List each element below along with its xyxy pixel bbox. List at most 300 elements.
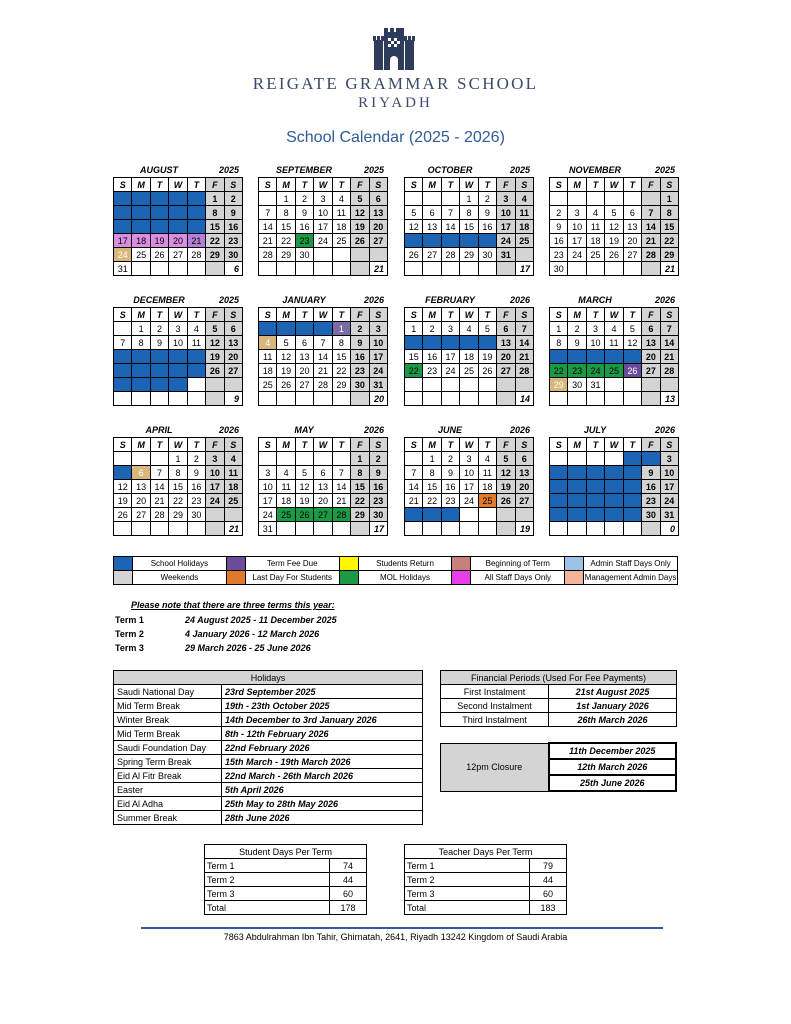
calendar-day: 11	[605, 336, 623, 350]
calendar-day: 16	[423, 350, 441, 364]
calendar-day: 6	[224, 322, 242, 336]
calendar-day	[224, 378, 242, 392]
calendar-day: 15	[405, 350, 423, 364]
month-day-count: 21	[369, 262, 387, 276]
weekday-header: S	[515, 308, 533, 322]
calendar-day	[605, 378, 623, 392]
calendar-day	[206, 508, 224, 522]
weekday-header: T	[478, 438, 496, 452]
calendar-day	[314, 262, 332, 276]
calendar-day: 2	[295, 192, 313, 206]
calendar-day: 10	[314, 206, 332, 220]
calendar-day: 28	[114, 378, 132, 392]
calendar-day: 13	[423, 220, 441, 234]
calendar-day: 18	[460, 350, 478, 364]
calendar-day: 1	[623, 452, 641, 466]
calendar-day: 21	[332, 494, 350, 508]
calendar-day: 3	[259, 466, 277, 480]
month-grid	[113, 307, 243, 406]
calendar-day	[623, 262, 641, 276]
calendar-day: 11	[259, 350, 277, 364]
calendar-day: 8	[550, 336, 568, 350]
month-february	[404, 294, 534, 406]
calendar-day	[187, 378, 205, 392]
school-crest-logo	[372, 28, 416, 70]
calendar-day: 21	[642, 234, 660, 248]
calendar-day: 8	[132, 336, 150, 350]
footer-divider	[141, 927, 663, 929]
calendar-day: 4	[224, 452, 242, 466]
calendar-day	[460, 508, 478, 522]
calendar-day: 31	[497, 248, 515, 262]
month-header	[258, 164, 388, 177]
calendar-day: 28	[660, 364, 678, 378]
calendar-day: 17	[369, 350, 387, 364]
calendar-day	[132, 262, 150, 276]
calendar-day: 24	[441, 364, 459, 378]
holiday-name: Mid Term Break	[114, 699, 222, 713]
closure-date: 25th June 2026	[549, 775, 677, 791]
calendar-day: 6	[169, 206, 187, 220]
days-value: 60	[530, 887, 567, 901]
weekday-header: T	[187, 178, 205, 192]
weekday-header: W	[169, 438, 187, 452]
calendar-day: 31	[259, 522, 277, 536]
calendar-day: 10	[114, 220, 132, 234]
calendar-day: 18	[132, 234, 150, 248]
calendar-day	[497, 262, 515, 276]
calendar-day: 2	[550, 206, 568, 220]
weekday-header: S	[114, 178, 132, 192]
calendar-day: 2	[369, 452, 387, 466]
calendar-day: 22	[623, 494, 641, 508]
calendar-day: 29	[423, 508, 441, 522]
terms-note: Please note that there are three terms this year:	[131, 600, 335, 610]
weekday-header: T	[441, 308, 459, 322]
calendar-day: 9	[550, 220, 568, 234]
calendar-day: 7	[660, 322, 678, 336]
holiday-date: 23rd September 2025	[222, 685, 423, 699]
calendar-day: 29	[623, 508, 641, 522]
calendar-day: 25	[550, 508, 568, 522]
term-dates: 4 January 2026 - 12 March 2026	[185, 629, 320, 639]
calendar-day	[405, 522, 423, 536]
calendar-day: 30	[568, 378, 586, 392]
holidays-table	[113, 670, 423, 825]
calendar-day: 3	[314, 192, 332, 206]
weekday-header: M	[132, 308, 150, 322]
calendar-day: 12	[605, 220, 623, 234]
weekday-header: S	[369, 308, 387, 322]
calendar-day: 28	[187, 248, 205, 262]
calendar-day: 19	[605, 234, 623, 248]
weekday-header: F	[642, 308, 660, 322]
weekday-header: T	[295, 178, 313, 192]
month-grid	[404, 307, 534, 406]
calendar-day	[150, 452, 168, 466]
holiday-name: Eid Al Adha	[114, 797, 222, 811]
calendar-day: 16	[478, 220, 496, 234]
weekday-header: F	[351, 178, 369, 192]
month-grid	[404, 437, 534, 536]
calendar-day: 23	[351, 364, 369, 378]
holiday-date: 15th March - 19th March 2026	[222, 755, 423, 769]
calendar-day: 31	[114, 262, 132, 276]
calendar-day	[478, 522, 496, 536]
legend-swatch	[452, 557, 471, 571]
calendar-day: 15	[460, 220, 478, 234]
calendar-day	[586, 262, 604, 276]
calendar-day: 2	[187, 452, 205, 466]
calendar-day: 2	[351, 322, 369, 336]
calendar-day: 3	[660, 452, 678, 466]
calendar-day	[586, 392, 604, 406]
month-grid	[258, 307, 388, 406]
calendar-day: 9	[224, 206, 242, 220]
calendar-day	[423, 378, 441, 392]
calendar-day: 3	[206, 452, 224, 466]
calendar-day: 8	[660, 206, 678, 220]
calendar-day: 16	[295, 220, 313, 234]
calendar-day: 20	[423, 234, 441, 248]
calendar-day: 27	[169, 248, 187, 262]
calendar-day: 19	[478, 350, 496, 364]
legend-swatch	[339, 571, 358, 585]
weekday-header: F	[351, 438, 369, 452]
weekday-header: T	[295, 308, 313, 322]
weekday-header: W	[460, 308, 478, 322]
instalment-name: First Instalment	[441, 685, 549, 699]
calendar-day: 5	[405, 206, 423, 220]
calendar-day: 17	[314, 220, 332, 234]
calendar-day: 3	[568, 206, 586, 220]
calendar-day: 16	[187, 480, 205, 494]
calendar-day: 26	[114, 508, 132, 522]
weekday-header: T	[187, 438, 205, 452]
legend-label: Term Fee Due	[245, 557, 339, 571]
calendar-day: 2	[441, 452, 459, 466]
calendar-day: 22	[660, 234, 678, 248]
weekday-header: T	[332, 308, 350, 322]
weekday-header: F	[206, 308, 224, 322]
calendar-day: 6	[497, 322, 515, 336]
month-day-count: 17	[369, 522, 387, 536]
calendar-day	[114, 322, 132, 336]
calendar-day: 10	[441, 336, 459, 350]
calendar-day	[478, 508, 496, 522]
term-label: Term 2	[115, 629, 144, 639]
month-name: MAY	[294, 425, 314, 435]
calendar-day: 13	[169, 220, 187, 234]
calendar-day: 15	[206, 220, 224, 234]
month-day-count: 14	[515, 392, 533, 406]
weekday-header: S	[369, 438, 387, 452]
calendar-day: 23	[423, 364, 441, 378]
calendar-day	[568, 522, 586, 536]
calendar-day: 14	[405, 480, 423, 494]
calendar-day: 10	[460, 466, 478, 480]
calendar-day: 2	[478, 192, 496, 206]
calendar-day: 13	[224, 336, 242, 350]
month-header	[113, 164, 243, 177]
calendar-day	[405, 192, 423, 206]
calendar-day	[423, 262, 441, 276]
calendar-day: 17	[497, 220, 515, 234]
calendar-day: 23	[369, 494, 387, 508]
month-april	[113, 424, 243, 536]
calendar-day	[497, 508, 515, 522]
month-name: APRIL	[145, 425, 173, 435]
calendar-day: 7	[642, 206, 660, 220]
calendar-day: 16	[550, 234, 568, 248]
weekday-header: T	[586, 308, 604, 322]
calendar-day: 28	[642, 248, 660, 262]
calendar-day: 21	[405, 494, 423, 508]
calendar-day: 15	[623, 480, 641, 494]
calendar-day	[114, 392, 132, 406]
days-label: Term 2	[205, 873, 330, 887]
calendar-day: 29	[660, 248, 678, 262]
month-name: NOVEMBER	[568, 165, 621, 175]
calendar-day: 24	[586, 364, 604, 378]
weekday-header: M	[132, 178, 150, 192]
calendar-day: 12	[568, 480, 586, 494]
calendar-day	[224, 508, 242, 522]
calendar-day	[515, 508, 533, 522]
calendar-day: 28	[314, 378, 332, 392]
calendar-day	[114, 192, 132, 206]
calendar-day	[206, 262, 224, 276]
calendar-day: 27	[586, 508, 604, 522]
calendar-day: 12	[478, 336, 496, 350]
calendar-day: 6	[623, 206, 641, 220]
calendar-day	[351, 522, 369, 536]
calendar-day: 20	[314, 494, 332, 508]
calendar-day: 9	[295, 206, 313, 220]
calendar-day: 26	[277, 378, 295, 392]
legend-label: All Staff Days Only	[471, 571, 565, 585]
weekday-header: T	[441, 178, 459, 192]
calendar-day: 25	[478, 494, 496, 508]
calendar-day: 20	[586, 494, 604, 508]
calendar-day: 25	[132, 248, 150, 262]
calendar-day: 14	[660, 336, 678, 350]
calendar-day: 7	[150, 466, 168, 480]
calendar-day: 9	[369, 466, 387, 480]
calendar-day: 2	[150, 322, 168, 336]
calendar-day: 16	[224, 220, 242, 234]
calendar-day	[623, 192, 641, 206]
calendar-day: 11	[187, 336, 205, 350]
calendar-day: 4	[277, 466, 295, 480]
month-november	[549, 164, 679, 276]
holiday-date: 19th - 23th October 2025	[222, 699, 423, 713]
calendar-day: 5	[497, 452, 515, 466]
student-days-table	[204, 844, 367, 915]
calendar-day: 4	[515, 192, 533, 206]
calendar-day: 14	[187, 220, 205, 234]
legend-label: MOL Holidays	[358, 571, 452, 585]
calendar-day	[277, 522, 295, 536]
month-year: 2025	[218, 295, 239, 305]
calendar-day: 9	[187, 466, 205, 480]
month-year: 2026	[218, 425, 239, 435]
weekday-header: S	[405, 178, 423, 192]
calendar-day: 28	[150, 508, 168, 522]
calendar-day	[150, 262, 168, 276]
calendar-day: 13	[515, 466, 533, 480]
calendar-day: 23	[150, 364, 168, 378]
legend-table	[113, 556, 678, 585]
calendar-day	[642, 192, 660, 206]
calendar-day: 6	[642, 322, 660, 336]
instalment-date: 1st January 2026	[549, 699, 677, 713]
calendar-day: 15	[332, 350, 350, 364]
weekday-header: S	[259, 438, 277, 452]
calendar-day: 7	[605, 466, 623, 480]
calendar-day: 16	[150, 350, 168, 364]
calendar-day: 30	[351, 378, 369, 392]
calendar-day: 15	[277, 220, 295, 234]
weekday-header: T	[586, 178, 604, 192]
calendar-day: 30	[369, 508, 387, 522]
closure-date: 12th March 2026	[549, 759, 677, 775]
calendar-day: 11	[224, 466, 242, 480]
calendar-day: 23	[568, 364, 586, 378]
month-year: 2026	[363, 295, 384, 305]
weekday-header: S	[550, 178, 568, 192]
month-day-count: 13	[660, 392, 678, 406]
calendar-day: 19	[623, 350, 641, 364]
month-name: JULY	[583, 425, 607, 435]
calendar-day	[187, 392, 205, 406]
instalment-date: 26th March 2026	[549, 713, 677, 727]
weekday-header: T	[478, 178, 496, 192]
calendar-day: 26	[605, 248, 623, 262]
calendar-day	[206, 378, 224, 392]
calendar-day: 19	[114, 494, 132, 508]
weekday-header: S	[114, 308, 132, 322]
month-august	[113, 164, 243, 276]
calendar-day: 14	[150, 480, 168, 494]
month-year: 2026	[654, 295, 675, 305]
calendar-day: 16	[351, 350, 369, 364]
calendar-day: 9	[478, 206, 496, 220]
calendar-day: 27	[642, 364, 660, 378]
calendar-day: 11	[586, 220, 604, 234]
calendar-day	[605, 452, 623, 466]
calendar-day	[369, 248, 387, 262]
calendar-day: 3	[460, 452, 478, 466]
calendar-day: 19	[277, 364, 295, 378]
calendar-day	[314, 392, 332, 406]
calendar-day	[169, 192, 187, 206]
weekday-header: M	[423, 438, 441, 452]
calendar-day: 24	[314, 234, 332, 248]
calendar-day	[132, 522, 150, 536]
calendar-day: 20	[295, 364, 313, 378]
calendar-day	[277, 322, 295, 336]
calendar-day: 17	[259, 494, 277, 508]
calendar-day: 27	[295, 378, 313, 392]
calendar-day: 13	[623, 220, 641, 234]
calendar-day: 25	[605, 364, 623, 378]
month-year: 2025	[654, 165, 675, 175]
month-grid	[549, 307, 679, 406]
weekday-header: S	[515, 178, 533, 192]
calendar-day: 7	[187, 206, 205, 220]
month-september	[258, 164, 388, 276]
calendar-day: 21	[114, 364, 132, 378]
weekday-header: W	[314, 178, 332, 192]
calendar-day: 18	[332, 220, 350, 234]
weekday-header: S	[114, 438, 132, 452]
calendar-day: 22	[405, 364, 423, 378]
calendar-day: 24	[169, 364, 187, 378]
calendar-day: 11	[132, 220, 150, 234]
calendar-day: 8	[351, 466, 369, 480]
calendar-day: 5	[206, 322, 224, 336]
calendar-day: 20	[224, 350, 242, 364]
calendar-day	[259, 192, 277, 206]
weekday-header: S	[550, 308, 568, 322]
calendar-day: 1	[405, 322, 423, 336]
weekday-header: W	[314, 438, 332, 452]
calendar-day: 21	[259, 234, 277, 248]
calendar-day: 26	[478, 364, 496, 378]
calendar-day	[332, 452, 350, 466]
weekday-header: T	[150, 308, 168, 322]
weekday-header: S	[660, 178, 678, 192]
calendar-day	[642, 392, 660, 406]
calendar-day	[423, 392, 441, 406]
calendar-day	[295, 452, 313, 466]
calendar-day: 21	[187, 234, 205, 248]
weekday-header: S	[660, 438, 678, 452]
calendar-day: 17	[206, 480, 224, 494]
calendar-day: 26	[405, 248, 423, 262]
calendar-day	[150, 522, 168, 536]
holiday-date: 22nd February 2026	[222, 741, 423, 755]
calendar-day	[550, 452, 568, 466]
weekday-header: W	[169, 308, 187, 322]
calendar-day: 11	[550, 480, 568, 494]
weekday-header: W	[605, 178, 623, 192]
calendar-day: 19	[568, 494, 586, 508]
calendar-day: 27	[623, 248, 641, 262]
calendar-day	[460, 392, 478, 406]
days-label: Term 1	[405, 859, 530, 873]
calendar-day	[259, 322, 277, 336]
days-value: 74	[330, 859, 367, 873]
calendar-day	[132, 192, 150, 206]
month-grid	[549, 437, 679, 536]
calendar-day	[332, 392, 350, 406]
calendar-day: 5	[623, 322, 641, 336]
calendar-day: 21	[660, 350, 678, 364]
weekday-header: S	[405, 308, 423, 322]
month-october	[404, 164, 534, 276]
calendar-day: 28	[259, 248, 277, 262]
calendar-day	[351, 392, 369, 406]
term-label: Term 1	[115, 615, 144, 625]
calendar-day: 27	[314, 508, 332, 522]
calendar-day: 10	[586, 336, 604, 350]
calendar-day: 18	[478, 480, 496, 494]
calendar-day: 24	[460, 494, 478, 508]
calendar-day	[351, 262, 369, 276]
calendar-day: 28	[405, 508, 423, 522]
